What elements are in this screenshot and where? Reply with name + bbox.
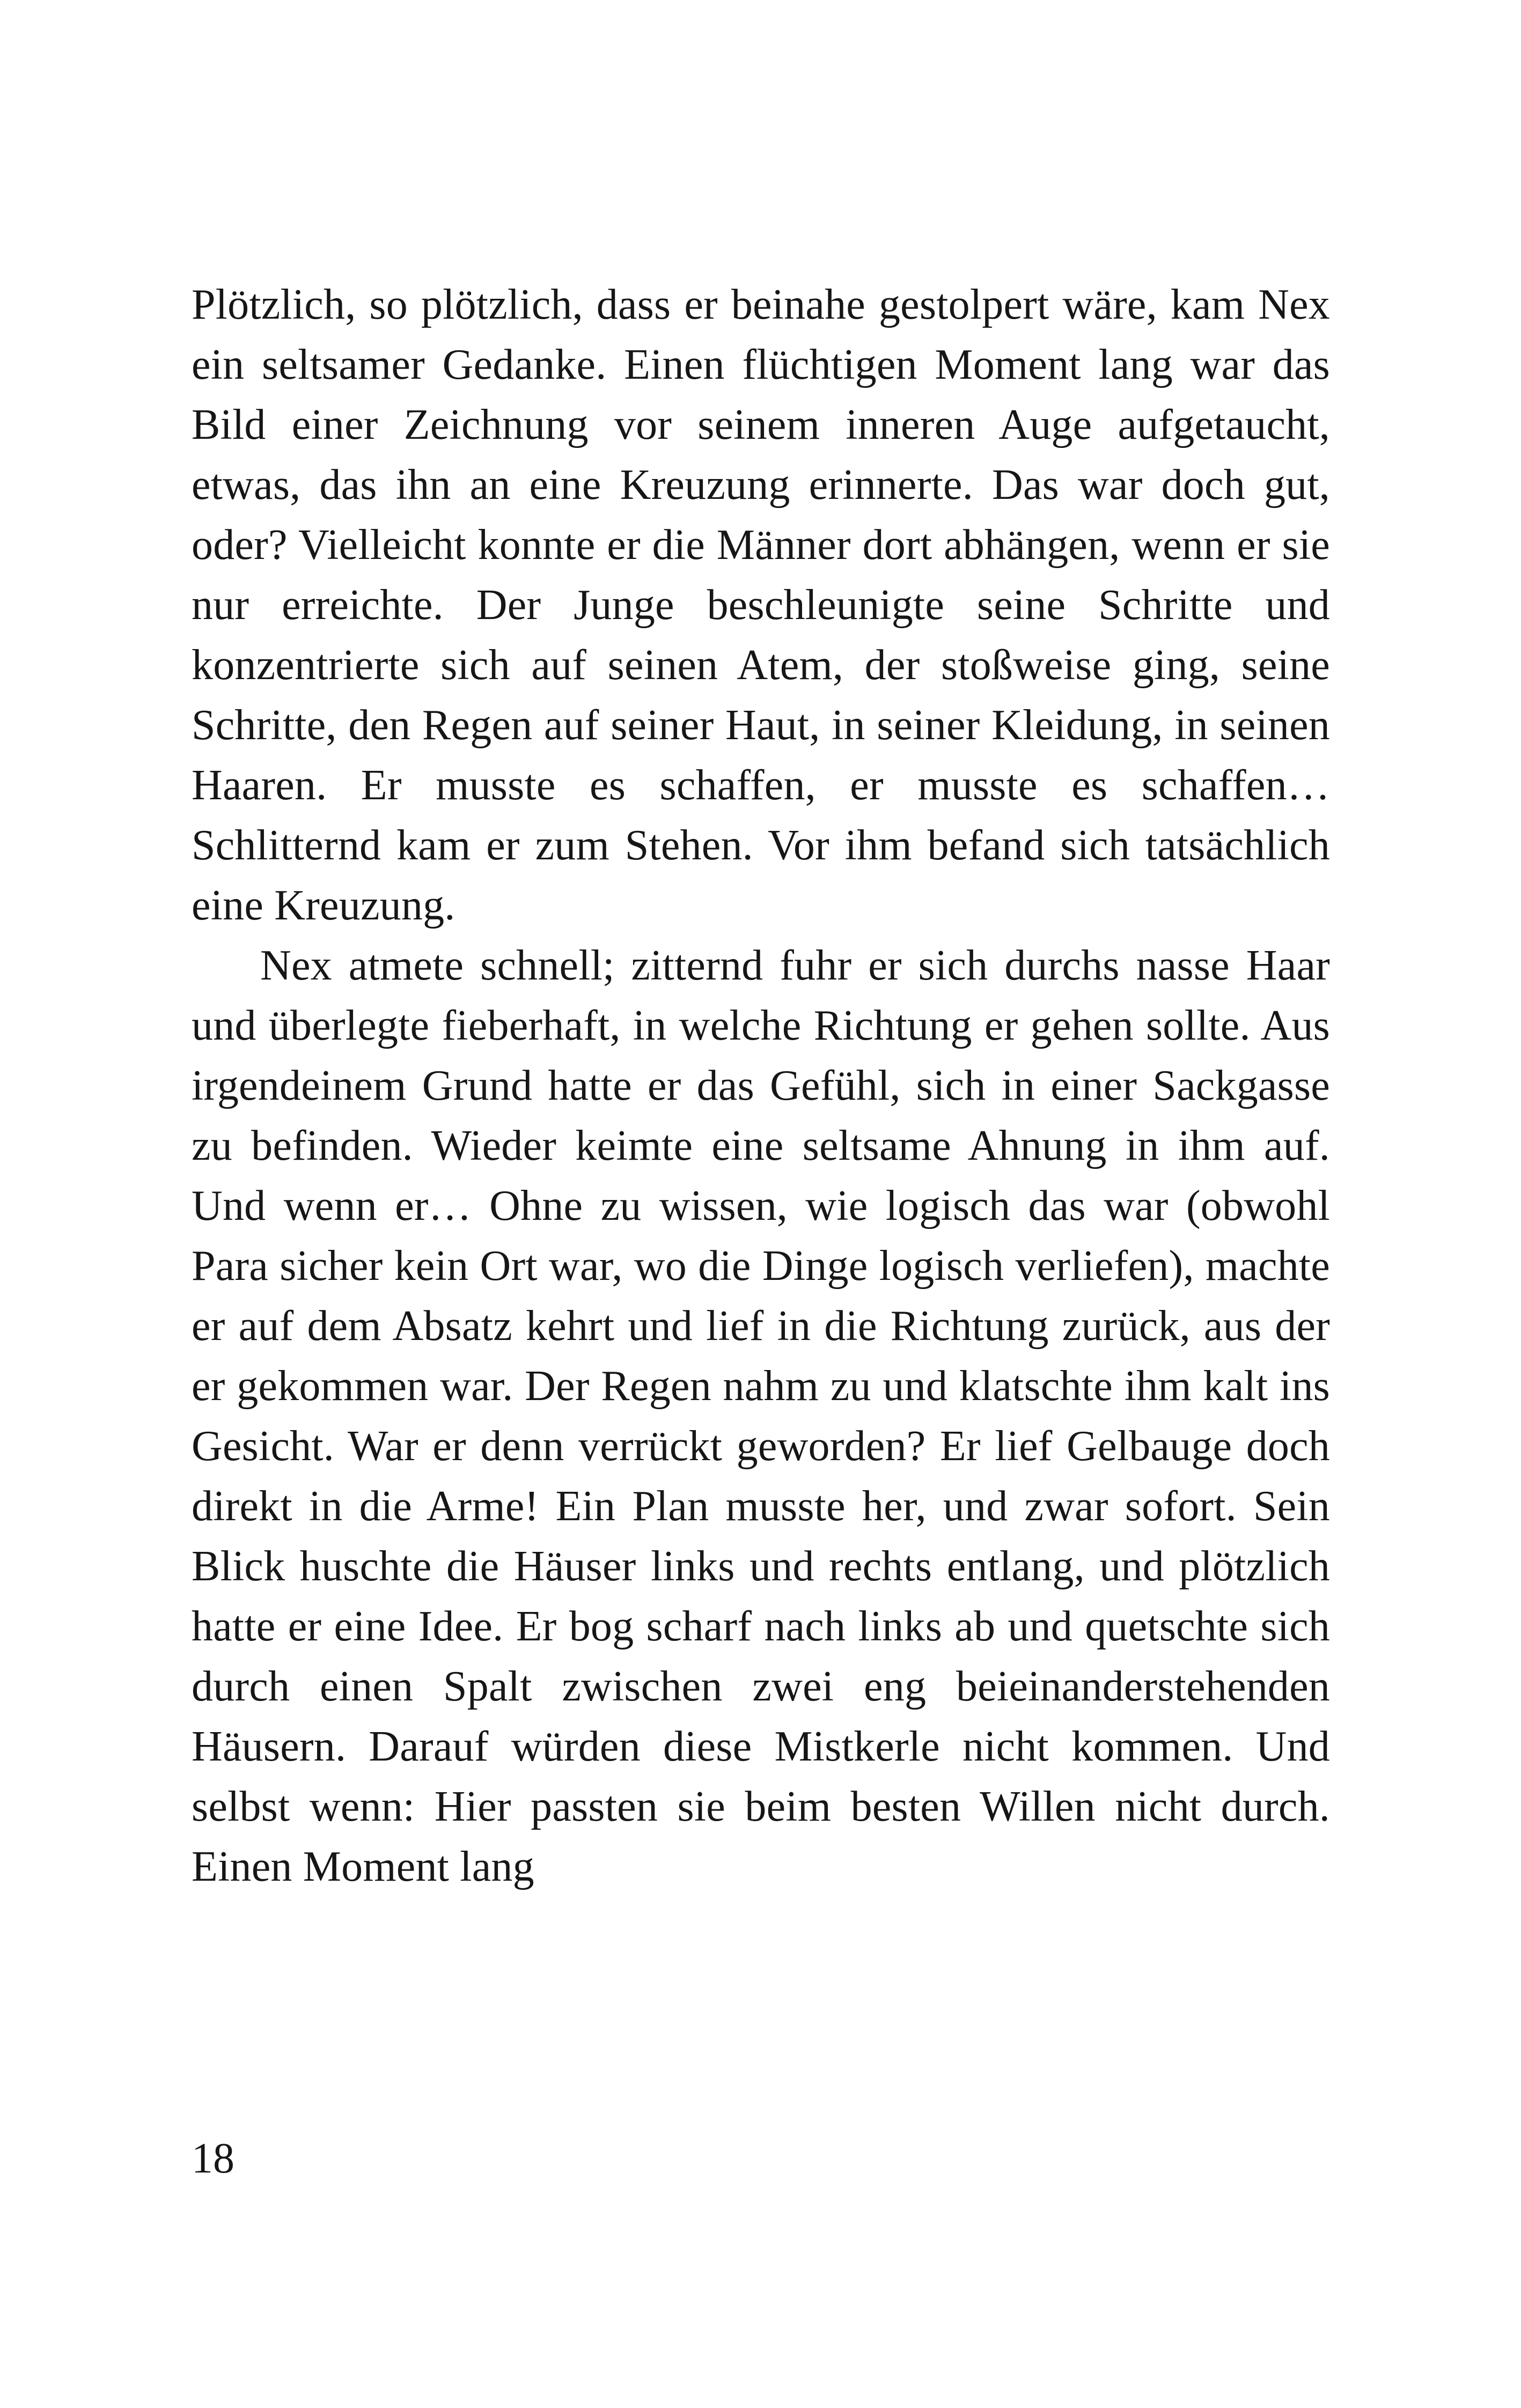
body-text: [192, 275, 1330, 1897]
paragraph: Nex atmete schnell; zitternd fuhr er sich durchs nasse Haar und überlegte fieberhaft, in welche Richtung er gehen sollte. Aus irgendeinem Grund hatte er das Gefühl, sich in einer Sackgasse zu befinden. Wieder keimte eine seltsame Ahnung in ihm auf. Und wenn er… Ohne zu wissen, wie logisch das war (obwohl Para sicher kein Ort war, wo die Dinge logisch verliefen), machte er auf dem Absatz kehrt und lief in die Richtung zurück, aus der er gekommen war. Der Regen nahm zu und klatschte ihm kalt ins Gesicht. War er denn verrückt geworden? Er lief Gelbauge doch direkt in die Arme! Ein Plan musste her, und zwar sofort. Sein Blick huschte die Häuser links und rechts entlang, und plötzlich hatte er eine Idee. Er bog scharf nach links ab und quetschte sich durch einen Spalt zwischen zwei eng beieinanderstehenden Häusern. Darauf würden diese Mistkerle nicht kommen. Und selbst wenn: Hier passten sie beim besten Willen nicht durch. Einen Moment lang: [192, 942, 1330, 1890]
paragraph: Plötzlich, so plötzlich, dass er beinahe gestolpert wäre, kam Nex ein seltsamer Gedanke. Einen flüchtigen Moment lang war das Bild einer Zeichnung vor seinem inneren Auge aufgetaucht, etwas, das ihn an eine Kreuzung erinnerte. Das war doch gut, oder? Vielleicht konnte er die Männer dort abhängen, wenn er sie nur erreichte. Der Junge beschleunigte seine Schritte und konzentrierte sich auf seinen Atem, der stoßweise ging, seine Schritte, den Regen auf seiner Haut, in seiner Kleidung, in seinen Haaren. Er musste es schaffen, er musste es schaffen… Schlitternd kam er zum Stehen. Vor ihm befand sich tatsächlich eine Kreuzung.: [192, 281, 1330, 929]
page-number: 18: [192, 2135, 234, 2182]
